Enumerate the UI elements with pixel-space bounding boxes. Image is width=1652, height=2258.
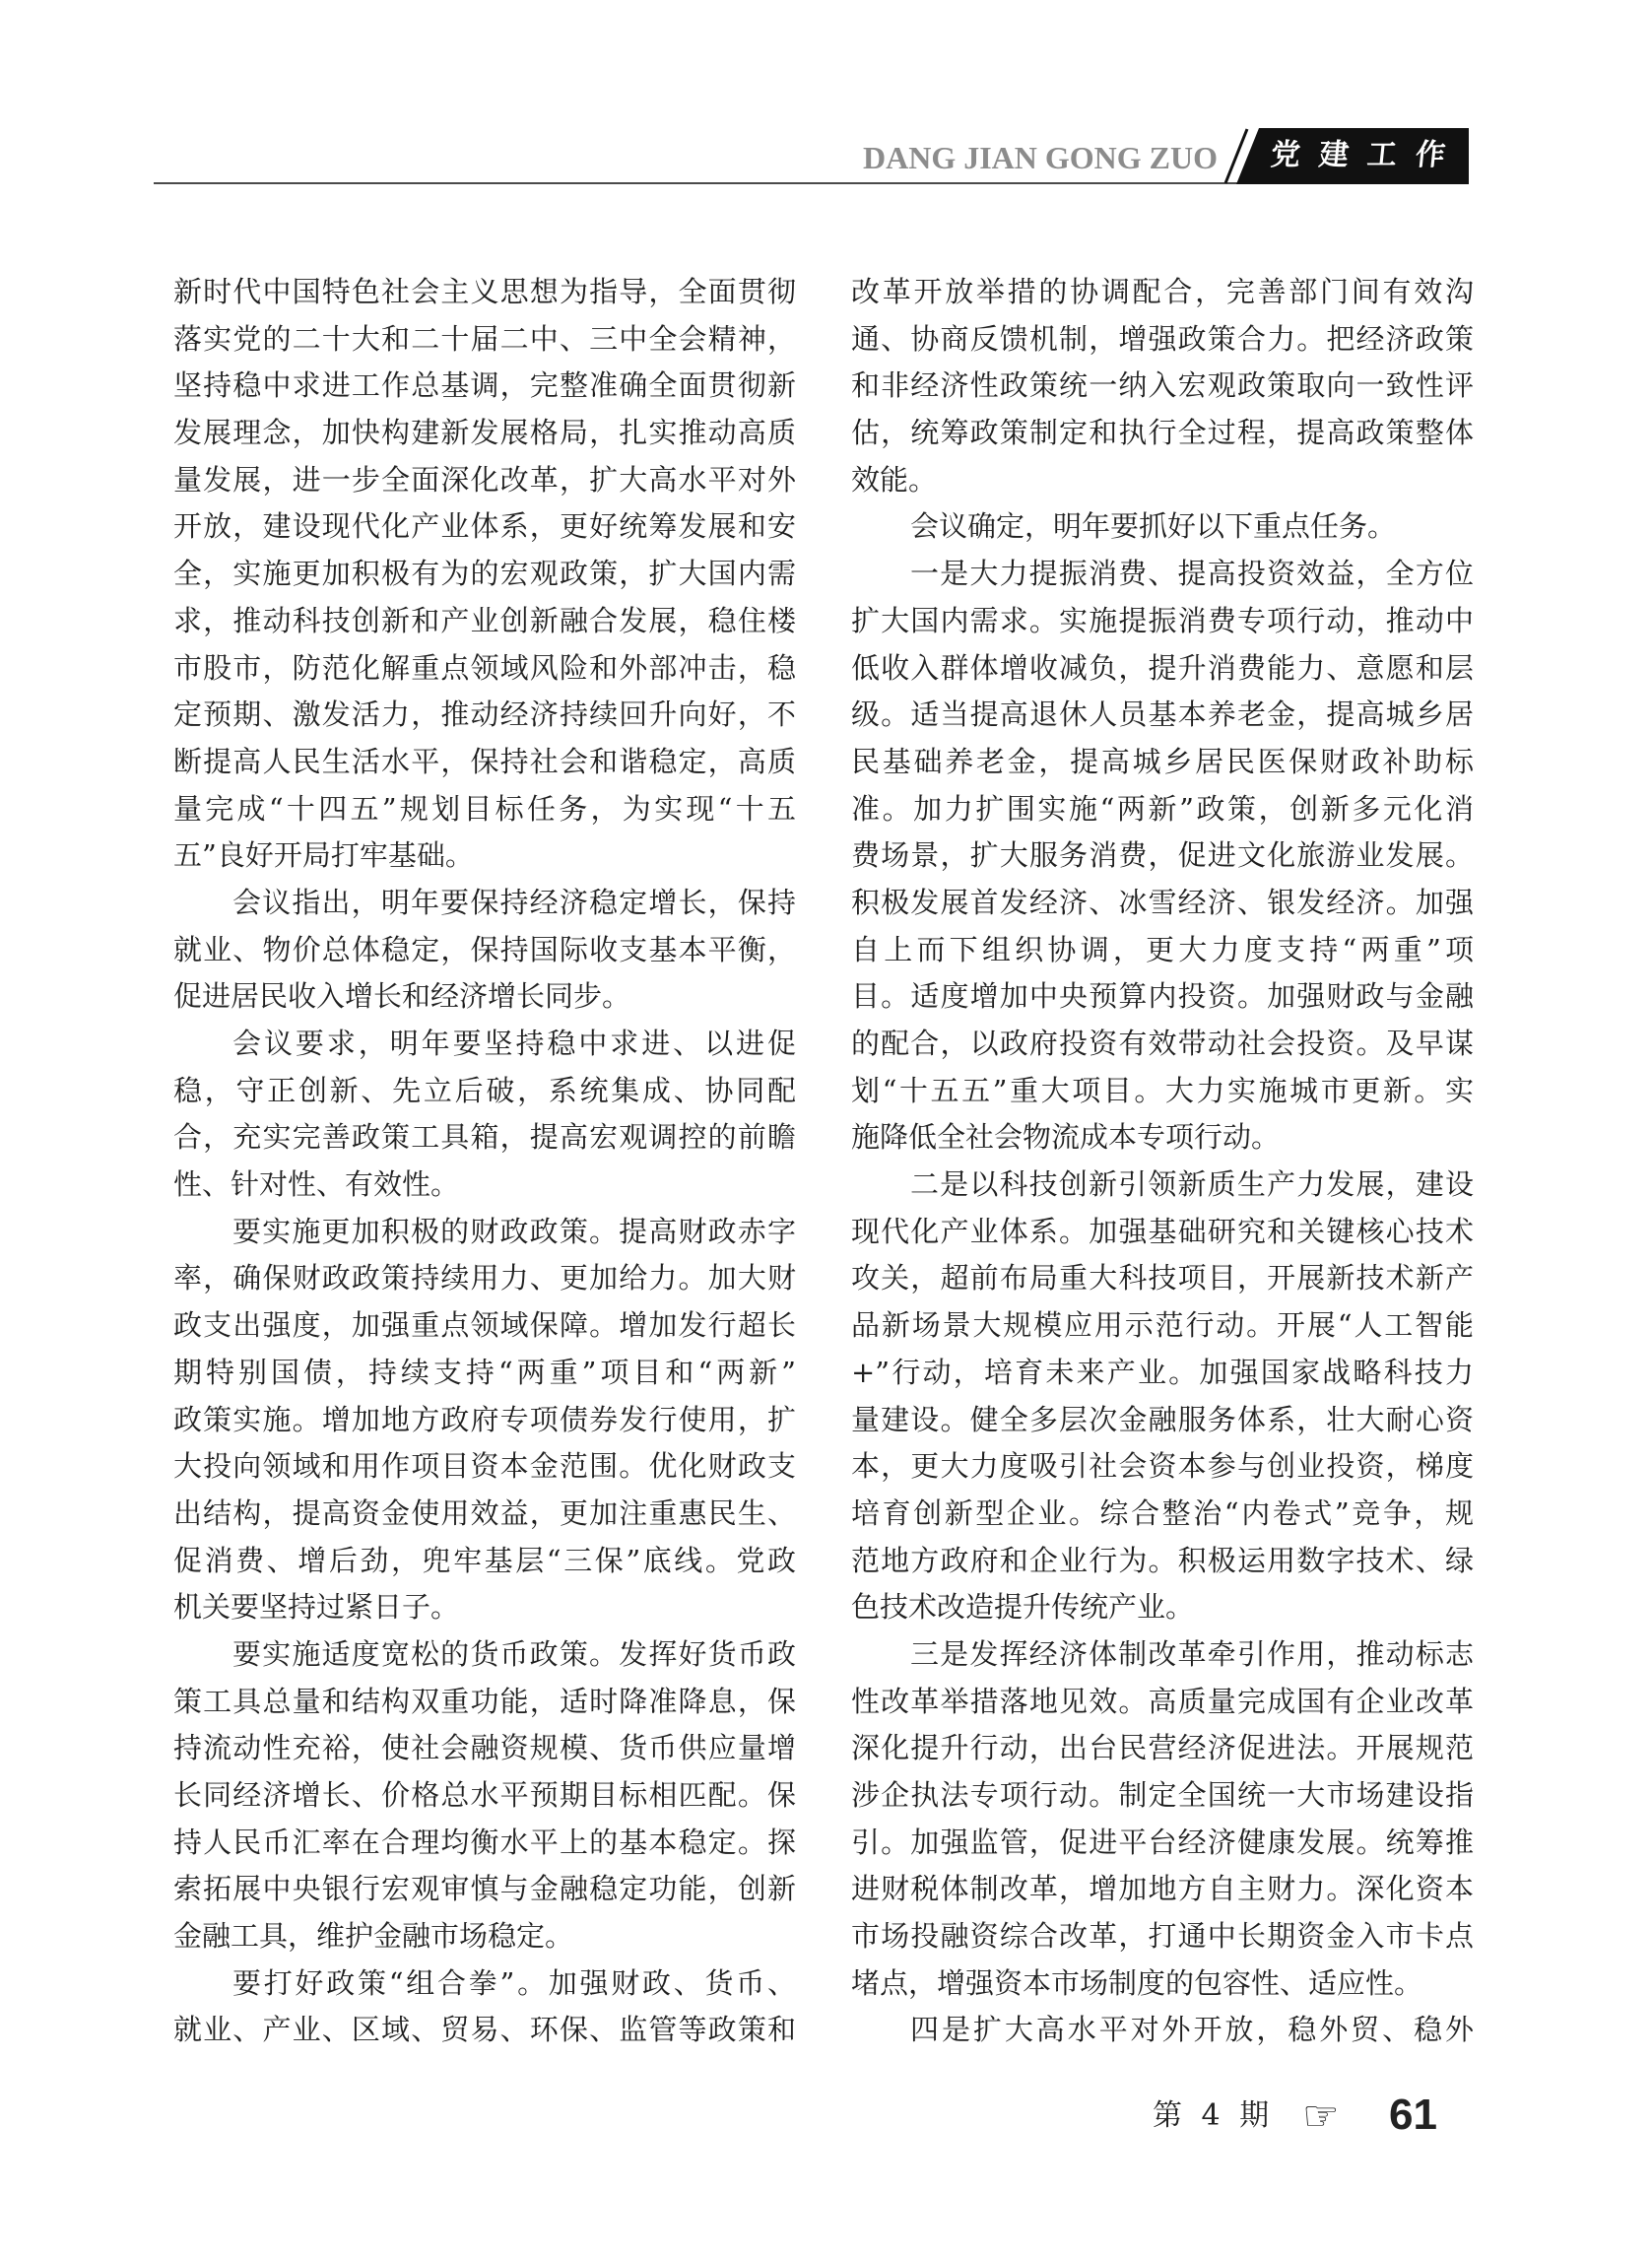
text-line: 通、协商反馈机制，增强政策合力。把经济政策: [851, 321, 1474, 356]
text-line: 持流动性充裕，使社会融资规模、货币供应量增: [173, 1731, 796, 1765]
text-line: 范地方政府和企业行为。积极运用数字技术、绿: [851, 1543, 1474, 1577]
text-line: 要实施适度宽松的货币政策。发挥好货币政: [232, 1636, 796, 1671]
text-line: 持人民币汇率在合理均衡水平上的基本稳定。探: [173, 1825, 796, 1859]
text-line: 新时代中国特色社会主义思想为指导，全面贯彻: [173, 275, 796, 308]
text-line: 促进居民收入增长和经济增长同步。: [173, 979, 631, 1014]
text-line: 引。加强监管，促进平台经济健康发展。统筹推: [851, 1825, 1474, 1859]
text-line: 深化提升行动，出台民营经济促进法。开展规范: [851, 1731, 1474, 1765]
paragraph: [173, 880, 796, 1021]
pointing-hand-icon: [1302, 2092, 1340, 2140]
text-line: 和非经济性政策统一纳入宏观政策取向一致性评: [851, 368, 1474, 403]
paragraph: [173, 1021, 796, 1209]
text-line: 色技术改造提升传统产业。: [851, 1590, 1195, 1625]
text-line: 政策实施。增加地方政府专项债券发行使用，扩: [173, 1402, 796, 1436]
paragraph: [851, 269, 1474, 503]
text-line: 就业、物价总体稳定，保持国际收支基本平衡，: [173, 932, 796, 966]
text-line: 就业、产业、区域、贸易、环保、监管等政策和: [173, 2013, 796, 2047]
text-line: 断提高人民生活水平，保持社会和谐稳定，高质: [173, 744, 796, 778]
text-line: 大投向领域和用作项目资本金范围。优化财政支: [173, 1449, 796, 1484]
text-line: +”行动，培育未来产业。加强国家战略科技力: [851, 1355, 1474, 1389]
paragraph: [851, 2007, 1474, 2054]
section-title: 党建工作: [1269, 138, 1466, 172]
text-line: 金融工具，维护金融市场稳定。: [173, 1919, 574, 1954]
text-line: 出结构，提高资金使用效益，更加注重惠民生、: [173, 1495, 796, 1530]
text-line: 量发展，进一步全面深化改革，扩大高水平对外: [173, 462, 796, 497]
left-column: [173, 269, 796, 2054]
text-line: 机关要坚持过紧日子。: [173, 1590, 460, 1625]
text-line: 要打好政策“组合拳”。加强财政、货币、: [232, 1965, 796, 2000]
text-line: 涉企执法专项行动。制定全国统一大市场建设指: [851, 1778, 1474, 1812]
text-line: 攻关，超前布局重大科技项目，开展新技术新产: [851, 1261, 1474, 1295]
text-line: 会议确定，明年要抓好以下重点任务。: [910, 509, 1397, 544]
text-line: 二是以科技创新引领新质生产力发展，建设: [910, 1167, 1474, 1202]
text-line: 全，实施更加积极有为的宏观政策，扩大国内需: [173, 557, 796, 591]
text-line: 的配合，以政府投资有效带动社会投资。及早谋: [851, 1027, 1474, 1060]
paragraph: [851, 503, 1474, 551]
text-line: 开放，建设现代化产业体系，更好统筹发展和安: [173, 509, 796, 544]
text-line: 本，更大力度吸引社会资本参与创业投资，梯度: [851, 1449, 1474, 1484]
text-line: 培育创新型企业。综合整治“内卷式”竞争，规: [851, 1495, 1474, 1530]
text-line: 积极发展首发经济、冰雪经济、银发经济。加强: [851, 885, 1474, 919]
paragraph: [851, 1162, 1474, 1631]
text-line: 效能。: [851, 462, 938, 497]
text-line: 准。加力扩围实施“两新”政策，创新多元化消: [851, 791, 1474, 826]
text-line: 费场景，扩大服务消费，促进文化旅游业发展。: [851, 838, 1474, 873]
text-line: 现代化产业体系。加强基础研究和关键核心技术: [851, 1214, 1474, 1248]
text-line: 低收入群体增收减负，提升消费能力、意愿和层: [851, 650, 1474, 685]
text-line: 四是扩大高水平对外开放，稳外贸、稳外: [910, 2013, 1474, 2047]
text-line: 五”良好开局打牢基础。: [173, 838, 474, 873]
text-line: 政支出强度，加强重点领域保障。增加发行超长: [173, 1308, 796, 1343]
text-line: 索拓展中央银行宏观审慎与金融稳定功能，创新: [173, 1872, 796, 1906]
text-line: 施降低全社会物流成本专项行动。: [851, 1120, 1281, 1155]
text-line: 发展理念，加快构建新发展格局，扎实推动高质: [173, 416, 796, 450]
text-line: 求，推动科技创新和产业创新融合发展，稳住楼: [173, 603, 796, 637]
text-line: 目。适度增加中央预算内投资。加强财政与金融: [851, 979, 1474, 1014]
text-line: 市场投融资综合改革，打通中长期资金入市卡点: [851, 1919, 1474, 1954]
text-line: 估，统筹政策制定和执行全过程，提高政策整体: [851, 416, 1474, 450]
text-line: 品新场景大规模应用示范行动。开展“人工智能: [851, 1308, 1474, 1343]
text-line: 会议指出，明年要保持经济稳定增长，保持: [232, 885, 796, 919]
text-line: 性改革举措落地见效。高质量完成国有企业改革: [851, 1684, 1474, 1718]
text-line: 性、针对性、有效性。: [173, 1167, 460, 1202]
text-line: 一是大力提振消费、提高投资效益，全方位: [910, 557, 1474, 591]
paragraph: [173, 1209, 796, 1631]
text-line: 三是发挥经济体制改革牵引作用，推动标志: [910, 1636, 1474, 1671]
issue-number: 第 4 期: [1153, 2098, 1275, 2133]
text-line: 进财税体制改革，增加地方自主财力。深化资本: [851, 1872, 1474, 1906]
paragraph: [173, 269, 796, 880]
text-line: 坚持稳中求进工作总基调，完整准确全面贯彻新: [173, 368, 796, 403]
text-line: 要实施更加积极的财政政策。提高财政赤字: [232, 1214, 796, 1248]
section-latin-title: DANG JIAN GONG ZUO: [862, 140, 1218, 175]
text-line: 长同经济增长、价格总水平预期目标相匹配。保: [173, 1778, 796, 1812]
text-line: 量建设。健全多层次金融服务体系，壮大耐心资: [851, 1402, 1474, 1436]
text-line: 级。适当提高退休人员基本养老金，提高城乡居: [851, 697, 1474, 732]
paragraph: [173, 1960, 796, 2054]
paragraph: [851, 1631, 1474, 2008]
text-line: 民基础养老金，提高城乡居民医保财政补助标: [851, 744, 1474, 778]
paragraph: [173, 1631, 796, 1960]
right-column: [851, 269, 1474, 2054]
text-line: 落实党的二十大和二十届二中、三中全会精神，: [173, 321, 796, 356]
text-line: 划“十五五”重大项目。大力实施城市更新。实: [851, 1073, 1474, 1107]
paragraph: [851, 551, 1474, 1162]
text-line: 堵点，增强资本市场制度的包容性、适应性。: [851, 1965, 1423, 2000]
text-line: 改革开放举措的协调配合，完善部门间有效沟: [851, 275, 1474, 308]
text-line: 稳，守正创新、先立后破，系统集成、协同配: [173, 1073, 796, 1107]
text-line: 期特别国债，持续支持“两重”项目和“两新”: [173, 1355, 796, 1389]
text-line: 率，确保财政政策持续用力、更加给力。加大财: [173, 1261, 796, 1295]
text-line: 合，充实完善政策工具箱，提高宏观调控的前瞻: [173, 1120, 796, 1155]
text-line: 会议要求，明年要坚持稳中求进、以进促: [232, 1027, 796, 1060]
text-line: 自上而下组织协调，更大力度支持“两重”项: [851, 932, 1474, 966]
text-line: 市股市，防范化解重点领域风险和外部冲击，稳: [173, 650, 796, 685]
text-line: 量完成“十四五”规划目标任务，为实现“十五: [173, 791, 796, 826]
text-line: 策工具总量和结构双重功能，适时降准降息，保: [173, 1684, 796, 1718]
text-line: 定预期、激发活力，推动经济持续回升向好，不: [173, 697, 796, 732]
page-number: 61: [1389, 2091, 1437, 2139]
text-line: 扩大国内需求。实施提振消费专项行动，推动中: [851, 603, 1474, 637]
text-line: 促消费、增后劲，兜牢基层“三保”底线。党政: [173, 1543, 796, 1577]
